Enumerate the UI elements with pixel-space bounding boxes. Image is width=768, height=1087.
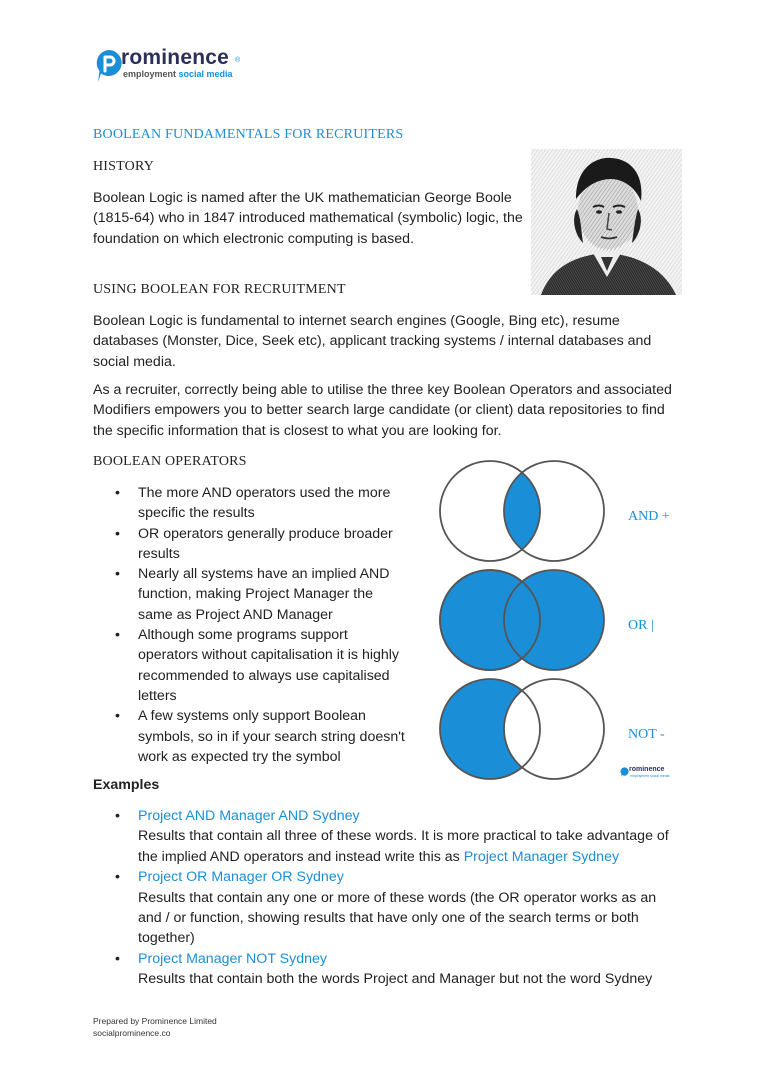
- example-query: • Project OR Manager OR Sydney: [138, 869, 344, 886]
- operators-list: [93, 483, 408, 767]
- example-description: Results that contain both the words Project and Manager but not the word Sydney: [138, 971, 653, 988]
- example-inline-query: Project Manager Sydney: [463, 848, 620, 865]
- using-paragraph-2: As a recruiter, correctly being able to utilise the three key Boolean Operators and associated Modifiers empowers you to better search large candidate (or client) data repositories to find the specific information that is closest to what you are looking for.: [93, 382, 672, 439]
- venn-or-right-circle: [504, 570, 604, 670]
- mini-logo-brand: rominence: [629, 766, 665, 773]
- venn-or-diagram: [440, 570, 604, 670]
- footer-prepared-by: Prepared by Prominence Limited: [93, 1016, 217, 1026]
- footer-website: socialprominence.co: [93, 1028, 171, 1038]
- logo-registered-mark: ®: [235, 57, 241, 64]
- history-heading: HISTORY: [93, 159, 155, 174]
- mini-speech-bubble-icon: [620, 767, 629, 778]
- using-paragraph-1: Boolean Logic is fundamental to internet search engines (Google, Bing etc), resume databases (Monster, Dice, Seek etc), applicant tracking systems / internal databases and social media.: [93, 313, 652, 370]
- venn-and-diagram: [440, 461, 604, 561]
- george-boole-portrait: [531, 149, 682, 295]
- logo-brand: rominence: [121, 46, 229, 69]
- history-paragraph: Boolean Logic is named after the UK mathematician George Boole (1815-64) who in 1847 introduced mathematical (symbolic) logic, the foundation on which electronic computing is based.: [93, 190, 523, 247]
- example-description-text: Results that contain all three of these words. It is more practical to take advantage of the implied AND operators and instead write this as: [138, 828, 669, 865]
- operators-heading: BOOLEAN OPERATORS: [93, 454, 247, 469]
- example-description: Results that contain any one or more of these words (the OR operator works as an and / or function, showing results that have only one of the search terms or both together): [138, 889, 657, 947]
- mini-logo-tagline: employment social media: [630, 774, 670, 778]
- example-description: [138, 826, 683, 867]
- prominence-logo: [95, 48, 265, 84]
- logo-tagline: [123, 69, 233, 79]
- operator-bullet: • OR operators generally produce broader results: [93, 524, 408, 565]
- venn-label-or: OR |: [628, 618, 654, 633]
- operator-bullet: • Although some programs support operators without capitalisation it is highly recommended to always use capitalised letters: [93, 625, 408, 706]
- mini-prominence-logo: [620, 766, 680, 780]
- example-item: [93, 949, 683, 990]
- example-query: • Project Manager NOT Sydney: [138, 950, 327, 967]
- operator-bullet: • Nearly all systems have an implied AND function, making Project Manager the same as Project AND Manager: [93, 564, 408, 625]
- using-heading: USING BOOLEAN FOR RECRUITMENT: [93, 282, 346, 297]
- examples-heading: Examples: [93, 777, 160, 793]
- examples-list: [93, 806, 683, 990]
- venn-label-and: AND +: [628, 509, 670, 524]
- speech-bubble-p-icon: [95, 49, 123, 83]
- logo-tagline-part2: social media: [178, 69, 233, 79]
- footer: [93, 1015, 217, 1039]
- venn-not-diagram: [440, 679, 604, 779]
- example-item: [93, 867, 683, 949]
- venn-diagrams: [437, 460, 607, 780]
- document-title: BOOLEAN FUNDAMENTALS FOR RECRUITERS: [93, 127, 404, 142]
- example-item: [93, 806, 683, 867]
- logo-tagline-part1: employment: [123, 69, 177, 79]
- operator-bullet: • A few systems only support Boolean symbols, so in if your search string doesn't work as expected try the symbol: [93, 706, 408, 767]
- example-query: • Project AND Manager AND Sydney: [138, 808, 360, 824]
- operator-bullet: • The more AND operators used the more specific the results: [93, 483, 408, 524]
- venn-label-not: NOT -: [628, 727, 665, 742]
